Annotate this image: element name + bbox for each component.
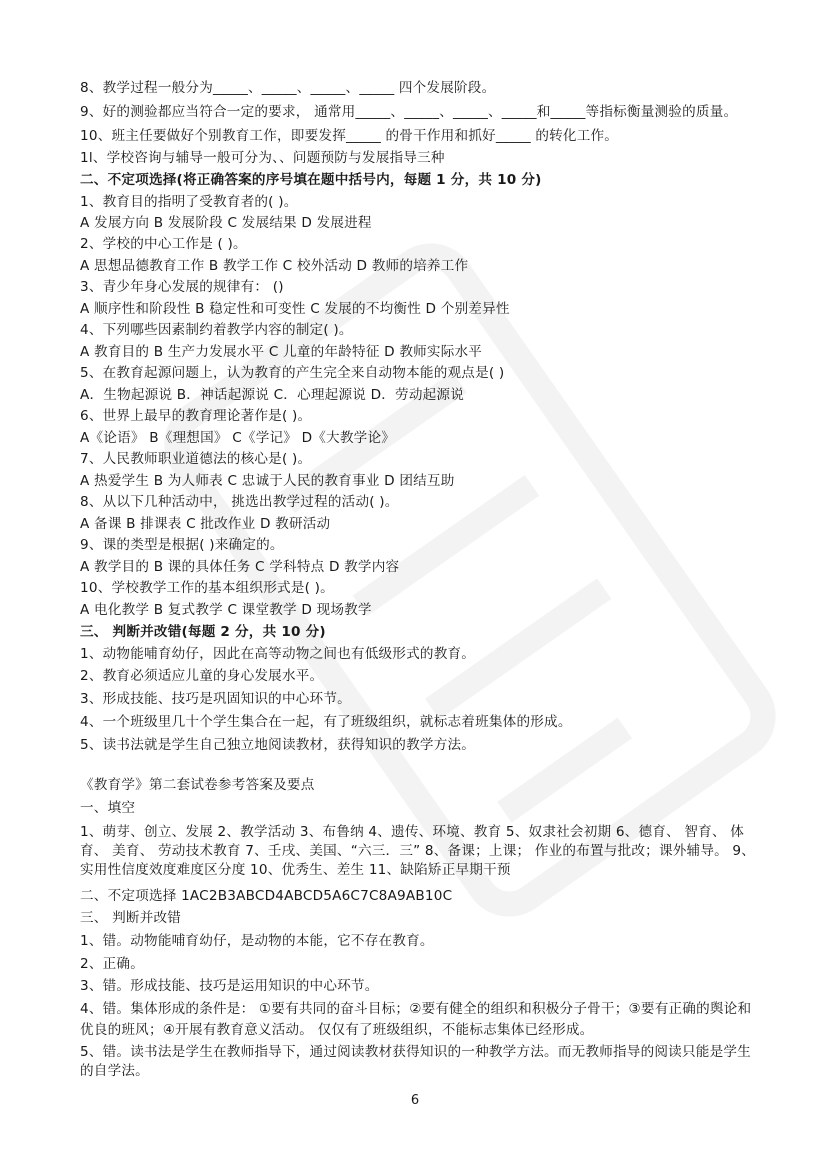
section-heading-choice: 二、不定项选择(将正确答案的序号填在题中括号内，每题 1 分，共 10 分) — [80, 172, 542, 188]
fill-question-11: 1l、学校咨询与辅导一般可分为、、问题预防与发展指导三种 — [80, 150, 445, 166]
choice-question-5: 5、在教育起源问题上，认为教育的产生完全来自动物本能的观点是( ) — [80, 365, 505, 381]
choice-options-2: A 思想品德教育工作 B 教学工作 C 校外活动 D 教师的培养工作 — [80, 258, 469, 274]
choice-options-4: A 教育目的 B 生产力发展水平 C 儿童的年龄特征 D 教师实际水平 — [80, 344, 483, 360]
choice-question-9: 9、课的类型是根据( )来确定的。 — [80, 537, 284, 553]
fill-question-8: 8、教学过程一般分为_____、_____、_____、_____ 四个发展阶段。 — [80, 80, 496, 96]
choice-question-6: 6、世界上最早的教育理论著作是( )。 — [80, 408, 312, 424]
answer-section-judge: 三、 判断并改错 — [80, 910, 182, 926]
choice-options-3: A 顺序性和阶段性 B 稳定性和可变性 C 发展的不均衡性 D 个别差异性 — [80, 301, 510, 317]
choice-question-2: 2、学校的中心工作是 ( )。 — [80, 236, 247, 252]
choice-options-10: A 电化教学 B 复式教学 C 课堂教学 D 现场教学 — [80, 602, 372, 618]
choice-options-5: A．生物起源说 B．神话起源说 C．心理起源说 D．劳动起源说 — [80, 387, 464, 403]
answer-title: 《教育学》第二套试卷参考答案及要点 — [80, 777, 315, 793]
choice-question-4: 4、下列哪些因素制约着教学内容的制定( )。 — [80, 322, 353, 338]
fill-question-9: 9、好的测验都应当符合一定的要求， 通常用_____、_____、_____、_____和_____等指标衡量测验的质量。 — [80, 104, 738, 120]
judge-question-4: 4、一个班级里几十个学生集合在一起，有了班级组织，就标志着班集体的形成。 — [80, 714, 572, 730]
choice-options-9: A 教学目的 B 课的具体任务 C 学科特点 D 教学内容 — [80, 559, 400, 575]
answer-judge-2: 2、正确。 — [80, 956, 145, 972]
answer-judge-4: 4、错。集体形成的条件是： ①要有共同的奋斗目标；②要有健全的组织和积极分子骨干；③要有正确的舆论和优良的班风；④开展有教育意义活动。 仅仅有了班级组织，不能标志集体已经形成。 — [80, 1001, 752, 1038]
choice-options-7: A 热爱学生 B 为人师表 C 忠诚于人民的教育事业 D 团结互助 — [80, 473, 455, 489]
fill-question-10: 10、班主任要做好个别教育工作，即要发挥_____ 的骨干作用和抓好_____ 的转化工作。 — [80, 128, 619, 144]
choice-question-3: 3、青少年身心发展的规律有： () — [80, 279, 284, 295]
choice-question-7: 7、人民教师职业道德法的核心是( )。 — [80, 451, 312, 467]
choice-question-10: 10、学校教学工作的基本组织形式是( )。 — [80, 580, 334, 596]
answer-fill-text: 1、萌芽、创立、发展 2、教学活动 3、布鲁纳 4、遗传、环境、教育 5、奴隶社会初期 6、德育、 智育、 体育、 美育、 劳动技术教育 7、壬戌、美国、“六三．三” 8、备课；上课； 作业的布置与批改；课外辅导。 9、实用性信度效度难度区分度 10、优秀生、差生 11、缺陷矫正早期干预 — [80, 824, 756, 878]
judge-question-5: 5、读书法就是学生自己独立地阅读教材，获得知识的教学方法。 — [80, 737, 476, 753]
judge-question-2: 2、教育必须适应儿童的身心发展水平。 — [80, 668, 324, 684]
section-heading-judge: 三、 判断并改错(每题 2 分，共 10 分) — [80, 624, 326, 640]
answer-judge-1: 1、错。动物能哺育幼仔，是动物的本能，它不存在教育。 — [80, 933, 434, 949]
choice-question-8: 8、从以下几种活动中， 挑选出教学过程的活动( )。 — [80, 494, 399, 510]
choice-options-8: A 备课 B 排课表 C 批改作业 D 教研活动 — [80, 516, 331, 532]
answer-section-fill: 一、填空 — [80, 800, 136, 816]
choice-options-6: A《论语》 B《理想国》 C《学记》 D《大教学论》 — [80, 430, 396, 446]
page-number: 6 — [410, 1093, 420, 1108]
answer-judge-3: 3、错。形成技能、技巧是运用知识的中心环节。 — [80, 978, 379, 994]
answer-choice: 二、不定项选择 1AC2B3ABCD4ABCD5A6C7C8A9AB10C — [80, 888, 453, 904]
judge-question-1: 1、动物能哺育幼仔，因此在高等动物之间也有低级形式的教育。 — [80, 646, 476, 662]
answer-judge-5: 5、错。读书法是学生在教师指导下，通过阅读教材获得知识的一种教学方法。而无教师指导的阅读只能是学生的自学法。 — [80, 1044, 751, 1079]
judge-question-3: 3、形成技能、技巧是巩固知识的中心环节。 — [80, 691, 351, 707]
choice-question-1: 1、教育目的指明了受教育者的( )。 — [80, 194, 298, 210]
choice-options-1: A 发展方向 B 发展阶段 C 发展结果 D 发展进程 — [80, 215, 372, 231]
